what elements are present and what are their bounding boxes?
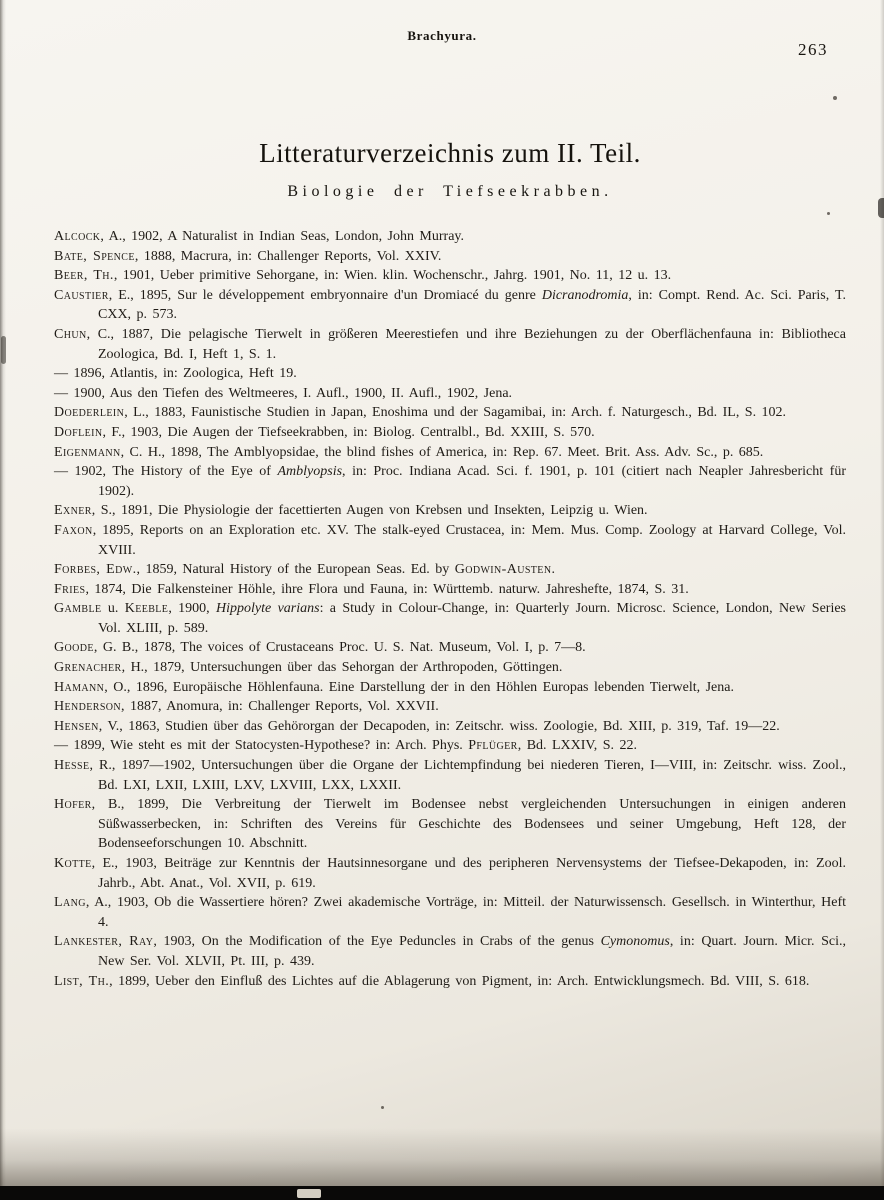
bibliography-entry (54, 325, 846, 364)
page-number: 263 (798, 40, 828, 59)
bibliography-entry (54, 286, 846, 325)
text-segment: Chun (54, 326, 87, 342)
bibliography-entry (54, 972, 846, 992)
text-segment: , 1903, On the Modification of the Eye Peduncles in Crabs of the genus (153, 934, 601, 950)
bibliography-entry (54, 736, 846, 756)
bibliography-entry (54, 756, 846, 795)
bibliography-entry (54, 266, 846, 286)
text-segment: Lang (54, 895, 86, 911)
scan-speck (833, 96, 837, 100)
text-segment: , 1887, Anomura, in: Challenger Reports, Vol. XXVII. (121, 699, 439, 715)
text-segment: , H., 1879, Untersuchungen über das Sehorgan der Arthropoden, Göttingen. (121, 660, 563, 676)
bibliography-entry (54, 932, 846, 971)
text-segment: , A., 1902, A Naturalist in Indian Seas, London, John Murray. (100, 229, 465, 244)
bibliography-entry (54, 462, 846, 501)
text-segment: , 1899, Ueber den Einfluß des Lichtes auf die Ablagerung von Pigment, in: Arch. Entwicklungsmech. Bd. VIII, S. 618. (109, 973, 810, 989)
bibliography-entry (54, 403, 846, 423)
bibliography-entry (54, 893, 846, 932)
text-segment: Grenacher (54, 660, 122, 676)
bibliography-entry (54, 423, 846, 443)
text-segment: Doederlein (54, 405, 125, 421)
scan-left-edge-shadow (0, 0, 6, 1200)
text-segment: Caustier (54, 287, 109, 303)
scan-right-edge-shadow (880, 0, 884, 1200)
bibliography-entry (54, 384, 846, 404)
text-segment: Hippolyte varians (216, 601, 320, 617)
text-segment: Godwin-Austen (454, 562, 552, 578)
bibliography-entry (54, 560, 846, 580)
bibliography-list (54, 227, 846, 991)
text-segment: . (551, 562, 555, 578)
scan-speck (381, 1106, 384, 1109)
text-segment: Kotte (54, 856, 92, 871)
text-segment: , O., 1896, Europäische Höhlenfauna. Eine Darstellung der in den Höhlen Europas lebenden Tierwelt, Jena. (104, 679, 734, 695)
text-segment: Hamann (54, 679, 105, 695)
text-segment: , B., 1899, Die Verbreitung der Tierwelt im Bodensee nebst vergleichenden Untersuchungen in einigen anderen Süßwasserbecken, in: Schriften des Vereins für Geschichte des Bodensees und seiner Umgebung, Heft 128, der Bodenseeforschungen 10. Abschnitt. (91, 797, 846, 852)
scan-bottom-shadow (0, 1128, 884, 1186)
text-segment: , in: Quart. Journ. Micr. Sci., New Ser. Vol. XLVII, Pt. III, p. 439. (98, 934, 846, 969)
text-segment: Dicranodromia (541, 287, 629, 303)
text-segment: Keeble (124, 601, 169, 617)
text-segment: Doflein (54, 424, 103, 440)
text-segment: Amblyopsis (277, 464, 343, 480)
bibliography-entry (54, 599, 846, 638)
text-segment: : a Study in Colour-Change, in: Quarterly Journ. Microsc. Science, London, New Series Vol. XLIII, p. 589. (98, 601, 847, 636)
text-segment: Gamble (54, 601, 102, 617)
text-segment: , E., 1895, Sur le développement embryonnaire d'un Dromiacé du genre (108, 287, 542, 303)
text-segment: Goode (54, 640, 94, 656)
bibliography-entry (54, 795, 846, 854)
text-segment: List, Th. (54, 973, 110, 989)
text-segment: , C. H., 1898, The Amblyopsidae, the blind fishes of America, in: Rep. 67. Meet. Brit. Ass. Adv. Sc., p. 685. (120, 444, 764, 460)
bibliography-entry (54, 521, 846, 560)
text-segment: Cymonomus (600, 934, 670, 950)
text-segment: , 1874, Die Falkensteiner Höhle, ihre Flora und Fauna, in: Württemb. naturw. Jahreshefte, 1874, S. 31. (85, 581, 689, 597)
text-segment: Hesse (54, 758, 90, 774)
scan-mark (878, 198, 884, 218)
page-content (54, 138, 846, 991)
text-segment: , E., 1903, Beiträge zur Kenntnis der Hautsinnesorgane und des peripheren Nervensystems der Tiefsee-Dekapoden, in: Zool. Jahrb., Abt. Anat., Vol. XVII, p. 619. (91, 856, 846, 891)
text-segment: , in: Compt. Rend. Ac. Sci. Paris, T. CXX, p. 573. (98, 287, 846, 323)
scan-bottom-notch (297, 1189, 321, 1198)
scan-bottom-bar (0, 1186, 884, 1200)
text-segment: , V., 1863, Studien über das Gehörorgan der Decapoden, in: Zeitschr. wiss. Zoologie, Bd. XIII, p. 319, Taf. 19—22. (98, 718, 780, 734)
text-segment: , C., 1887, Die pelagische Tierwelt in größeren Meerestiefen und ihre Beziehungen zu der Oberflächenfauna in: Bibliotheca Zoologica, Bd. I, Heft 1, S. 1. (86, 326, 846, 362)
text-segment: , G. B., 1878, The voices of Crustaceans Proc. U. S. Nat. Museum, Vol. I, p. 7—8. (93, 640, 586, 656)
text-segment: Eigenmann (54, 444, 121, 460)
text-segment: Fries (54, 581, 86, 597)
text-segment: u. (101, 601, 125, 617)
bibliography-entry (54, 443, 846, 463)
text-segment: Hensen (54, 718, 99, 734)
text-segment: , 1859, Natural History of the European Seas. Ed. by (136, 562, 455, 578)
bibliography-entry (54, 678, 846, 698)
bibliography-entry (54, 658, 846, 678)
text-segment: , 1900, (168, 601, 217, 617)
bibliography-entry (54, 501, 846, 521)
bibliography-entry (54, 697, 846, 717)
bibliography-entry (54, 247, 846, 267)
text-segment: , Bd. LXXIV, S. 22. (517, 738, 637, 754)
scan-smudge (1, 336, 6, 364)
bibliography-entry (54, 227, 846, 247)
bibliography-entry (54, 364, 846, 384)
text-segment: , S., 1891, Die Physiologie der facettierten Augen von Krebsen und Insekten, Leipzig u. Wien. (91, 503, 648, 519)
text-segment: , in: Proc. Indiana Acad. Sci. f. 1901, p. 101 (citiert nach Neapler Jahresbericht für 1902). (98, 464, 846, 499)
bibliography-entry (54, 854, 846, 893)
running-header: Brachyura. (407, 28, 477, 43)
text-segment: — 1899, Wie steht es mit der Statocysten-Hypothese? in: Arch. Phys. (54, 738, 469, 754)
text-segment: — 1896, Atlantis, in: Zoologica, Heft 19. (54, 366, 297, 382)
text-segment: , R., 1897—1902, Untersuchungen über die Organe der Lichtempfindung bei niederen Tieren, I—VIII, in: Zeitschr. wiss. Zool., Bd. LXI, LXII, LXIII, LXV, LXVIII, LXX, LXXII. (89, 758, 846, 793)
text-segment: , 1888, Macrura, in: Challenger Reports, Vol. XXIV. (134, 248, 442, 264)
text-segment: , 1901, Ueber primitive Sehorgane, in: Wien. klin. Wochenschr., Jahrg. 1901, No. 11, 12 u. 13. (113, 268, 672, 284)
text-segment: — 1902, The History of the Eye of (54, 464, 278, 480)
section-subtitle: Biologie der Tiefseekrabben. (287, 183, 613, 200)
scan-speck (827, 212, 830, 215)
text-segment: Lankester, Ray (54, 934, 154, 950)
text-segment: Beer, Th. (54, 268, 114, 284)
text-segment: Alcock (54, 229, 101, 244)
text-segment: , A., 1903, Ob die Wassertiere hören? Zwei akademische Vorträge, in: Mitteil. der Naturwissensch. Gesellsch. in Winterthur, Heft 4. (85, 895, 846, 930)
text-segment: Pflüger (468, 738, 518, 754)
text-segment: , L., 1883, Faunistische Studien in Japan, Enoshima und der Sagamibai, in: Arch. f. Naturgesch., Bd. IL, S. 102. (124, 405, 787, 421)
bibliography-entry (54, 717, 846, 737)
text-segment: Faxon (54, 522, 93, 538)
text-segment: , F., 1903, Die Augen der Tiefseekrabben, in: Biolog. Centralbl., Bd. XXIII, S. 570. (102, 424, 595, 440)
section-title: Litteraturverzeichnis zum II. Teil. (259, 138, 641, 168)
text-segment: , 1895, Reports on an Exploration etc. XV. The stalk-eyed Crustacea, in: Mem. Mus. Comp. Zoology at Harvard College, Vol. XVIII. (92, 522, 846, 558)
text-segment: Henderson (54, 699, 122, 715)
text-segment: Forbes, Edw. (54, 562, 137, 578)
bibliography-entry (54, 580, 846, 600)
text-segment: — 1900, Aus den Tiefen des Weltmeeres, I. Aufl., 1900, II. Aufl., 1902, Jena. (54, 385, 513, 401)
text-segment: Exner (54, 503, 92, 519)
bibliography-entry (54, 638, 846, 658)
text-segment: Bate, Spence (54, 248, 135, 264)
text-segment: Hofer (54, 797, 92, 813)
